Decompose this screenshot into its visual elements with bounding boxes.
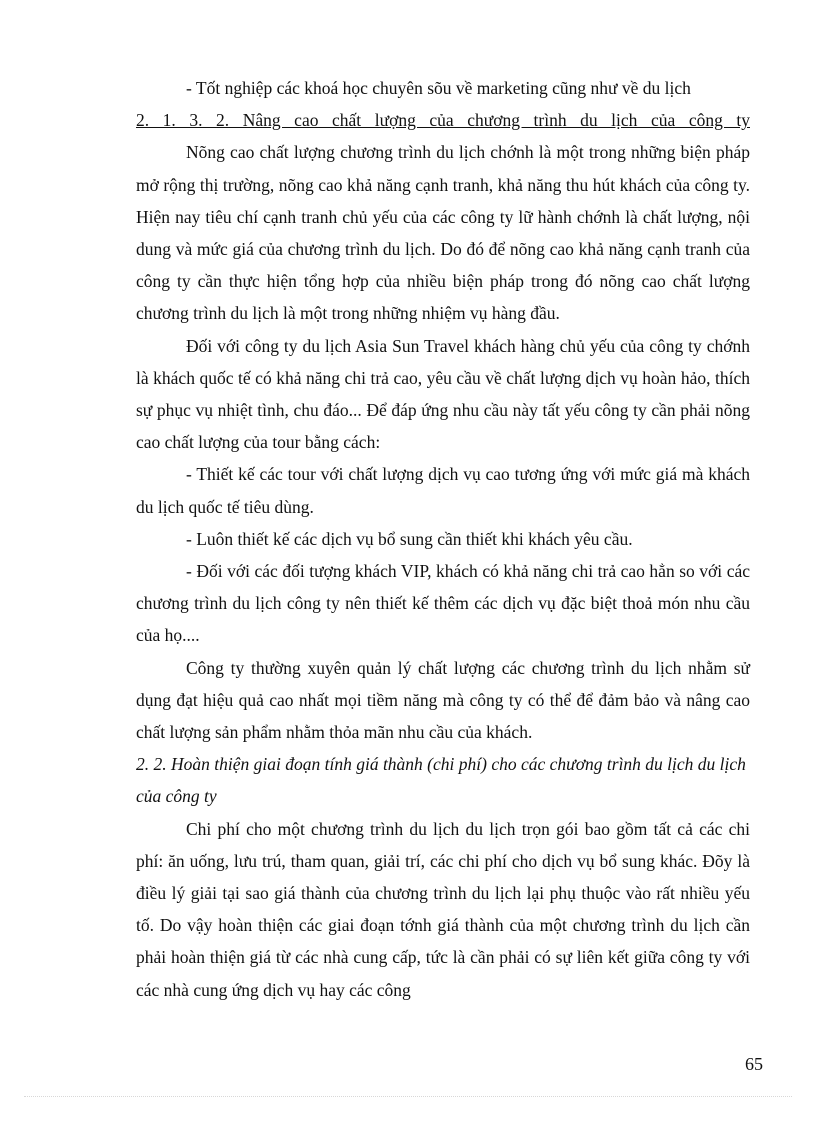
bullet-tour-design: - Thiết kế các tour với chất lượng dịch vụ cao tương ứng với mức giá mà khách du lịch quốc tế tiêu dùng.: [136, 464, 750, 517]
paragraph-quality-intro: Nõng cao chất lượng chương trình du lịch chớnh là một trong những biện pháp mở rộng thị trường, nõng cao khả năng cạnh tranh, khả năng thu hút khách của công ty. Hiện nay tiêu chí cạnh tranh chủ yếu của các công ty lữ hành chớnh là chất lượng, nội dung và mức giá của chương trình du lịch. Do đó để nõng cao khả năng cạnh tranh của công ty cần thực hiện tổng hợp của nhiều biện pháp trong đó nõng cao chất lượng chương trình du lịch là một trong những nhiệm vụ hàng đầu.: [136, 142, 750, 324]
footer-divider: [24, 1096, 792, 1097]
paragraph-asia-sun-travel: Đối với công ty du lịch Asia Sun Travel khách hàng chủ yếu của công ty chớnh là khách quốc tế có khả năng chi trả cao, yêu cầu về chất lượng dịch vụ hoàn hảo, thích sự phục vụ nhiệt tình, chu đáo... Để đáp ứng nhu cầu này tất yếu công ty cần phải nõng cao chất lượng của tour bằng cách:: [136, 335, 750, 453]
bullet-supplementary-services: - Luôn thiết kế các dịch vụ bổ sung cần thiết khi khách yêu cầu.: [186, 528, 633, 549]
paragraph-cost: Chi phí cho một chương trình du lịch du lịch trọn gói bao gồm tất cả các chi phí: ăn uống, lưu trú, tham quan, giải trí, các chi phí cho dịch vụ bổ sung khác. Đõy là điều lý giải tại sao giá thành của chương trình du lịch lại phụ thuộc vào rất nhiều yếu tố. Do vậy hoàn thiện các giai đoạn tớnh giá thành của một chương trình du lịch cần phải hoàn thiện giá từ các nhà cung cấp, tức là cần phải có sự liên kết giữa công ty với các nhà cung ứng dịch vụ hay các công: [136, 818, 750, 1000]
section-heading-2-1-3-2: 2. 1. 3. 2. Nâng cao chất lượng của chương trình du lịch của công ty: [136, 110, 750, 131]
page-number: 65: [745, 1054, 763, 1074]
bullet-training: - Tốt nghiệp các khoá học chuyên sõu về marketing cũng như về du lịch: [186, 78, 691, 98]
paragraph-quality-management: Công ty thường xuyên quản lý chất lượng các chương trình du lịch nhằm sử dụng đạt hiệu quả cao nhất mọi tiềm năng mà công ty có thể để đảm bảo và nâng cao chất lượng sản phẩm nhằm thỏa mãn nhu cầu của khách.: [136, 657, 750, 743]
body-text: [136, 72, 750, 1006]
section-heading-2-2: 2. 2. Hoàn thiện giai đoạn tính giá thành (chi phí) cho các chương trình du lịch du lịch của công ty: [136, 754, 746, 807]
bullet-vip-customers: - Đối với các đối tượng khách VIP, khách có khả năng chi trả cao hẳn so với các chương trình du lịch công ty nên thiết kế thêm các dịch vụ đặc biệt thoả món nhu cầu của họ....: [136, 561, 750, 646]
